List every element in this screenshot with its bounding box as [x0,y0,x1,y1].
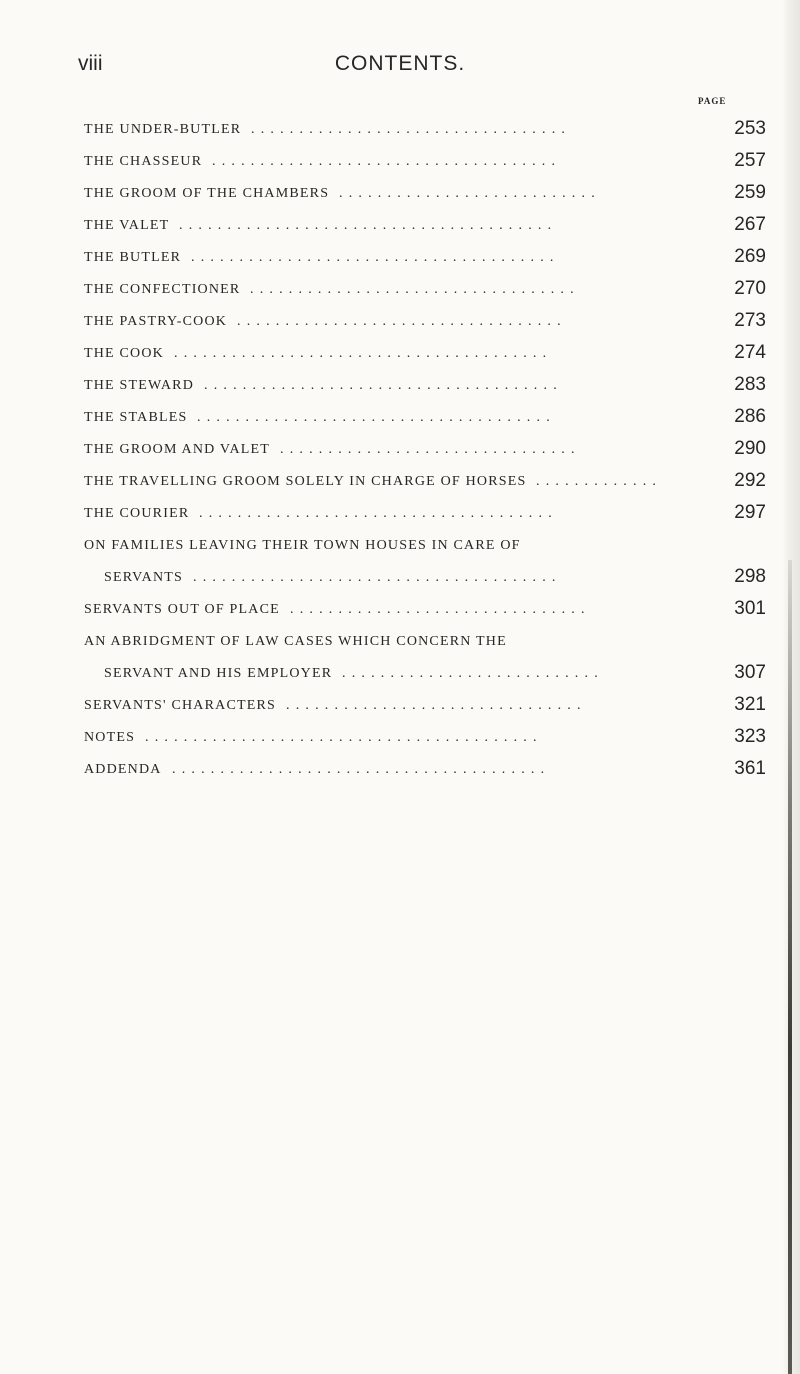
toc-entry-title: NOTES [84,730,136,745]
toc-entry-page: 307 [734,662,766,683]
toc-entry [0,470,800,502]
toc-entry [0,630,800,662]
toc-entry-title: THE COOK [84,346,164,361]
toc-leader-dots: ..................................... [197,410,556,425]
toc-entry-title: SERVANTS OUT OF PLACE [84,602,280,617]
toc-entry-page: 290 [734,438,766,459]
toc-entry [0,662,800,694]
toc-leader-dots: ....................................... [179,218,558,233]
toc-entry-page: 273 [734,310,766,331]
toc-entry-page: 286 [734,406,766,427]
toc-entry-page: 361 [734,758,766,779]
toc-entry [0,502,800,534]
toc-entry [0,150,800,182]
toc-entry-page: 321 [734,694,766,715]
toc-leader-dots: ...................................... [193,570,562,585]
toc-entry [0,374,800,406]
toc-entry-page: 259 [734,182,766,203]
toc-entry [0,598,800,630]
toc-entry-page: 292 [734,470,766,491]
toc-entry [0,118,800,150]
toc-leader-dots: ............. [536,474,663,489]
toc-entry-title: SERVANT AND HIS EMPLOYER [104,666,333,681]
toc-leader-dots: ..................................... [199,506,558,521]
toc-leader-dots: ................................. [251,122,572,137]
toc-leader-dots: ........................... [342,666,604,681]
toc-entry-page: 269 [734,246,766,267]
toc-leader-dots: ....................................... [172,762,551,777]
toc-entry [0,726,800,758]
toc-entry-page: 274 [734,342,766,363]
toc-entry [0,342,800,374]
toc-entry-title: THE GROOM AND VALET [84,442,271,457]
toc-leader-dots: ..................................... [204,378,563,393]
toc-entry-page: 298 [734,566,766,587]
toc-entry [0,758,800,790]
toc-leader-dots: ............................... [280,442,581,457]
page-number: viii [78,52,103,75]
toc-entry [0,406,800,438]
toc-entry-page: 253 [734,118,766,139]
page-column-label: PAGE [698,96,727,106]
toc-entry [0,278,800,310]
toc-leader-dots: .................................... [212,154,562,169]
toc-entry-title: THE BUTLER [84,250,182,265]
toc-entry [0,214,800,246]
toc-entry-title: ADDENDA [84,762,162,777]
toc-entry [0,438,800,470]
toc-entry-title: THE VALET [84,218,170,233]
toc-entry [0,694,800,726]
toc-entry [0,566,800,598]
toc-entry [0,310,800,342]
toc-entry-title: THE STABLES [84,410,188,425]
toc-entry-page: 267 [734,214,766,235]
toc-entry-page: 297 [734,502,766,523]
toc-entry [0,534,800,566]
toc-leader-dots: ........................... [339,186,601,201]
toc-leader-dots: ...................................... [191,250,560,265]
toc-entry-title: SERVANTS' CHARACTERS [84,698,277,713]
toc-entry [0,246,800,278]
toc-entry-page: 257 [734,150,766,171]
toc-entry-title: ON FAMILIES LEAVING THEIR TOWN HOUSES IN CARE OF [84,538,521,553]
toc-entry-title: THE CONFECTIONER [84,282,241,297]
toc-leader-dots: ............................... [290,602,591,617]
toc-entry-title: SERVANTS [104,570,184,585]
toc-entry-title: AN ABRIDGMENT OF LAW CASES WHICH CONCERN THE [84,634,507,649]
toc-entry-title: THE PASTRY-COOK [84,314,228,329]
toc-entry-title: THE STEWARD [84,378,195,393]
toc-entry [0,182,800,214]
toc-leader-dots: .................................. [237,314,567,329]
table-of-contents [0,118,800,790]
toc-entry-page: 323 [734,726,766,747]
toc-entry-title: THE TRAVELLING GROOM SOLELY IN CHARGE OF HORSES [84,474,527,489]
toc-entry-title: THE CHASSEUR [84,154,203,169]
toc-leader-dots: ............................... [286,698,587,713]
toc-entry-page: 270 [734,278,766,299]
page-header [78,52,722,86]
toc-entry-title: THE UNDER-BUTLER [84,122,242,137]
toc-entry-title: THE COURIER [84,506,190,521]
toc-entry-title: THE GROOM OF THE CHAMBERS [84,186,330,201]
running-head: CONTENTS. [334,52,466,75]
toc-leader-dots: ......................................... [145,730,543,745]
toc-leader-dots: .................................. [250,282,580,297]
toc-leader-dots: ....................................... [174,346,553,361]
toc-entry-page: 301 [734,598,766,619]
toc-entry-page: 283 [734,374,766,395]
